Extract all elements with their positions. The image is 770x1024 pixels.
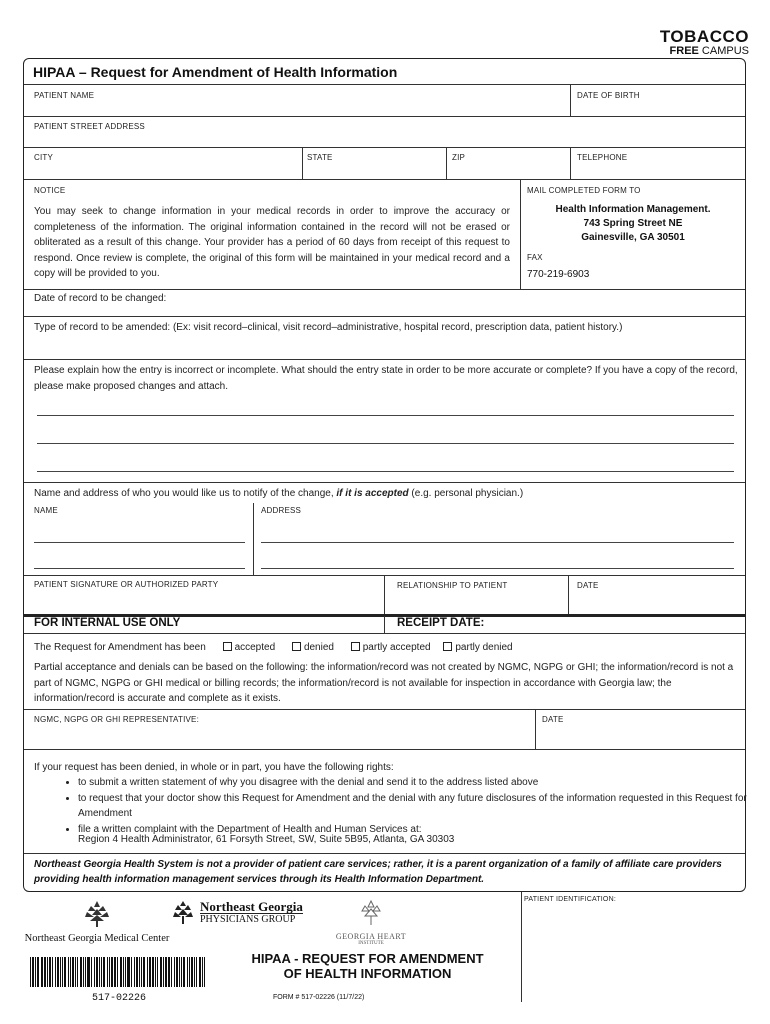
barcode-bar <box>204 957 205 987</box>
telephone-field[interactable] <box>572 149 742 177</box>
patient-name-label: PATIENT NAME <box>34 91 95 100</box>
representative-label: NGMC, NGPG OR GHI REPRESENTATIVE: <box>34 715 199 724</box>
partial-acceptance-text: Partial acceptance and denials can be based on the following: the information/record was not created by NGMC, NGPG or GHI; the information/record is not a part of NGMC, NGPG or GHI medical or billing records; the information/record is not available for inspection in accordance with Georgia law; the information/record is accurate and complete as it exists. <box>34 662 734 704</box>
option-partly-accepted-label: partly accepted <box>362 642 431 653</box>
receipt-date-field[interactable] <box>495 617 740 632</box>
barcode-bar <box>157 957 158 987</box>
barcode-bar <box>80 957 82 987</box>
patient-name-field[interactable] <box>30 86 566 116</box>
barcode-bar <box>44 957 46 987</box>
barcode-bar <box>96 957 98 987</box>
mail-to-address <box>522 203 744 245</box>
internal-date-label: DATE <box>542 715 564 724</box>
option-partly-denied-label: partly denied <box>455 642 513 653</box>
notify-address-label: ADDRESS <box>261 506 302 515</box>
barcode-bar <box>174 957 175 987</box>
notify-emphasis: if it is accepted <box>336 488 409 499</box>
street-address-field[interactable] <box>30 118 740 146</box>
notice-text: You may seek to change information in your medical records in order to improve the accuracy or completeness of the information. The original information contained in the record will not be erased or obliterated as a result of this change. Your provider has a period of 60 days from receipt of this request to respond. Once review is complete, the original of this form will be maintained in your medical record and a copy will be provided to you. <box>34 206 510 279</box>
barcode-bar <box>107 957 108 987</box>
rights-item: • file a written complaint with the Department of Health and Human Services at: <box>78 822 758 838</box>
barcode-bar <box>191 957 193 987</box>
zip-label: ZIP <box>452 153 466 162</box>
barcode-bar <box>41 957 43 987</box>
option-partly-accepted[interactable] <box>351 642 431 653</box>
barcode-image <box>30 957 208 987</box>
footer-title-line1: HIPAA - REQUEST FOR AMENDMENT <box>251 951 484 966</box>
explain-line-2[interactable] <box>37 443 734 444</box>
barcode-bar <box>127 957 130 987</box>
barcode-bar <box>47 957 48 987</box>
notify-address-line-2[interactable] <box>261 568 734 569</box>
receipt-date-label: RECEIPT DATE: <box>397 617 485 629</box>
ngmc-name: Northeast Georgia Medical Center <box>24 933 170 944</box>
form-number: FORM # 517-02226 (11/7/22) <box>273 994 365 1001</box>
mail-to-label: MAIL COMPLETED FORM TO <box>527 186 641 195</box>
barcode-bar <box>131 957 132 987</box>
barcode-bar <box>83 957 84 987</box>
barcode-bar <box>202 957 203 987</box>
barcode-bar <box>49 957 51 987</box>
zip-field[interactable] <box>448 149 568 177</box>
rights-list <box>42 775 758 837</box>
fax-label: FAX <box>527 253 543 262</box>
barcode-bar <box>179 957 180 987</box>
type-of-record-label: Type of record to be amended: (Ex: visit record–clinical, visit record–administrative, hospital record, prescription data, patient history.) <box>34 322 623 333</box>
signature-field[interactable] <box>30 592 380 612</box>
notify-name-label: NAME <box>34 506 58 515</box>
barcode-bar <box>181 957 182 987</box>
form-title: HIPAA – Request for Amendment of Health Information <box>33 64 398 80</box>
logo-free: FREE <box>669 45 699 57</box>
barcode-bar <box>114 957 116 987</box>
barcode <box>30 957 208 1004</box>
signature-date-field[interactable] <box>572 593 742 613</box>
ngmc-tree-icon <box>77 899 117 929</box>
ngpg-line2: PHYSICIANS GROUP <box>200 913 296 925</box>
barcode-bar <box>187 957 188 987</box>
state-label: STATE <box>307 153 333 162</box>
rights-item: • to request that your doctor show this Request for Amendment and the denial with any future disclosures of the information requested in this Request for Amendment <box>78 791 758 822</box>
notify-address-line-1[interactable] <box>261 542 734 543</box>
logo-campus: CAMPUS <box>698 45 749 57</box>
notice-label: NOTICE <box>34 186 66 195</box>
barcode-bar <box>91 957 92 987</box>
mail-to-line2: 743 Spring Street NE <box>583 218 683 229</box>
heart-tree-icon <box>356 899 386 927</box>
ngpg-tree-icon <box>170 900 196 926</box>
telephone-label: TELEPHONE <box>577 153 628 162</box>
explain-text: Please explain how the entry is incorrect or incomplete. What should the entry state in order to be more accurate or complete? If you have a copy of the record, please make proposed changes and attach. <box>34 365 738 392</box>
dob-label: DATE OF BIRTH <box>577 91 640 100</box>
barcode-bar <box>160 957 162 987</box>
notify-name-line-2[interactable] <box>34 568 245 569</box>
barcode-bar <box>85 957 86 987</box>
barcode-bar <box>134 957 135 987</box>
barcode-bar <box>120 957 122 987</box>
state-field[interactable] <box>304 149 444 177</box>
checkbox-icon[interactable] <box>223 642 232 651</box>
heart-line1: GEORGIA HEART <box>335 932 407 941</box>
barcode-bar <box>72 957 74 987</box>
barcode-bar <box>103 957 105 987</box>
heart-line2: INSTITUTE <box>358 941 384 946</box>
logo-line1: TOBACCO <box>659 27 749 46</box>
barcode-bar <box>70 957 71 987</box>
disclaimer-text: Northeast Georgia Health System is not a provider of patient care services; rather, it is a parent organization of a family of affiliate care providers providing health information management services through its Health Information Department. <box>34 859 722 885</box>
signature-date-label: DATE <box>577 581 599 590</box>
rights-intro: If your request has been denied, in whole or in part, you have the following rights: <box>34 762 394 773</box>
mail-to-line1: Health Information Management. <box>555 204 711 215</box>
amendment-status-row <box>34 640 738 656</box>
ngmc-logo <box>22 899 172 944</box>
option-denied-label: denied <box>303 642 334 653</box>
rights-item: • to submit a written statement of why you disagree with the denial and send it to the address listed above <box>78 775 758 791</box>
city-label: CITY <box>34 153 54 162</box>
barcode-bar <box>57 957 59 987</box>
option-accepted-label: accepted <box>234 642 276 653</box>
city-field[interactable] <box>30 149 298 177</box>
notify-name-line-1[interactable] <box>34 542 245 543</box>
barcode-bar <box>99 957 100 987</box>
barcode-bar <box>163 957 164 987</box>
notify-text-after: (e.g. personal physician.) <box>408 488 524 499</box>
street-address-label: PATIENT STREET ADDRESS <box>34 122 145 131</box>
barcode-bar <box>101 957 102 987</box>
barcode-bar <box>196 957 197 987</box>
barcode-bar <box>123 957 124 987</box>
barcode-bar <box>141 957 142 987</box>
footer-title <box>225 951 510 981</box>
barcode-bar <box>35 957 36 987</box>
barcode-bar <box>155 957 156 987</box>
notify-text-before: Name and address of who you would like us to notify of the change, <box>34 488 337 499</box>
date-of-record-field[interactable] <box>200 291 740 313</box>
relationship-label: RELATIONSHIP TO PATIENT <box>397 581 508 590</box>
barcode-bar <box>94 957 95 987</box>
tobacco-free-logo <box>654 28 749 57</box>
internal-date-field[interactable] <box>539 727 742 747</box>
explain-line-1[interactable] <box>37 415 734 416</box>
barcode-bar <box>143 957 145 987</box>
barcode-bar <box>139 957 140 987</box>
barcode-bar <box>147 957 148 987</box>
option-partly-denied[interactable] <box>443 642 512 653</box>
representative-field[interactable] <box>30 727 530 747</box>
barcode-bar <box>171 957 172 987</box>
barcode-bar <box>117 957 118 987</box>
barcode-bar <box>52 957 53 987</box>
internal-use-heading: FOR INTERNAL USE ONLY <box>34 617 181 629</box>
ngpg-line1: Northeast Georgia <box>200 898 303 914</box>
georgia-heart-logo <box>325 899 417 946</box>
barcode-bar <box>176 957 178 987</box>
barcode-bar <box>194 957 195 987</box>
barcode-bar <box>64 957 66 987</box>
barcode-bar <box>32 957 34 987</box>
barcode-bar <box>149 957 151 987</box>
explain-line-3[interactable] <box>37 471 734 472</box>
dob-field[interactable] <box>572 86 742 116</box>
barcode-bar <box>199 957 201 987</box>
barcode-bar <box>30 957 31 987</box>
status-prefix: The Request for Amendment has been <box>34 642 206 653</box>
barcode-bar <box>152 957 154 987</box>
barcode-bar <box>109 957 110 987</box>
patient-id-label: PATIENT IDENTIFICATION: <box>524 896 616 903</box>
footer-title-line2: OF HEALTH INFORMATION <box>283 966 452 981</box>
barcode-bar <box>37 957 39 987</box>
relationship-field[interactable] <box>388 593 564 613</box>
rights-address: Region 4 Health Administrator, 61 Forsyth Street, SW, Suite 5B95, Atlanta, GA 30303 <box>78 834 455 845</box>
option-accepted[interactable] <box>223 642 276 653</box>
fax-number: 770-219-6903 <box>527 269 590 280</box>
mail-to-line3: Gainesville, GA 30501 <box>581 232 685 243</box>
barcode-bar <box>111 957 113 987</box>
barcode-bar <box>60 957 61 987</box>
patient-id-field[interactable] <box>524 908 744 1000</box>
barcode-bar <box>125 957 126 987</box>
barcode-bar <box>168 957 170 987</box>
notify-text <box>34 486 738 502</box>
barcode-bar <box>189 957 190 987</box>
checkbox-icon[interactable] <box>292 642 301 651</box>
option-denied[interactable] <box>292 642 334 653</box>
barcode-bar <box>62 957 63 987</box>
type-of-record-field[interactable] <box>30 337 740 357</box>
barcode-bar <box>87 957 90 987</box>
barcode-bar <box>77 957 78 987</box>
ngpg-logo <box>170 900 303 926</box>
barcode-bar <box>75 957 76 987</box>
barcode-bar <box>68 957 69 987</box>
checkbox-icon[interactable] <box>443 642 452 651</box>
date-of-record-label: Date of record to be changed: <box>34 293 167 304</box>
barcode-bar <box>136 957 138 987</box>
barcode-bar <box>55 957 56 987</box>
barcode-number: 517-02226 <box>91 993 146 1004</box>
barcode-bar <box>183 957 185 987</box>
signature-label: PATIENT SIGNATURE OR AUTHORIZED PARTY <box>34 580 219 589</box>
barcode-bar <box>165 957 167 987</box>
checkbox-icon[interactable] <box>351 642 360 651</box>
